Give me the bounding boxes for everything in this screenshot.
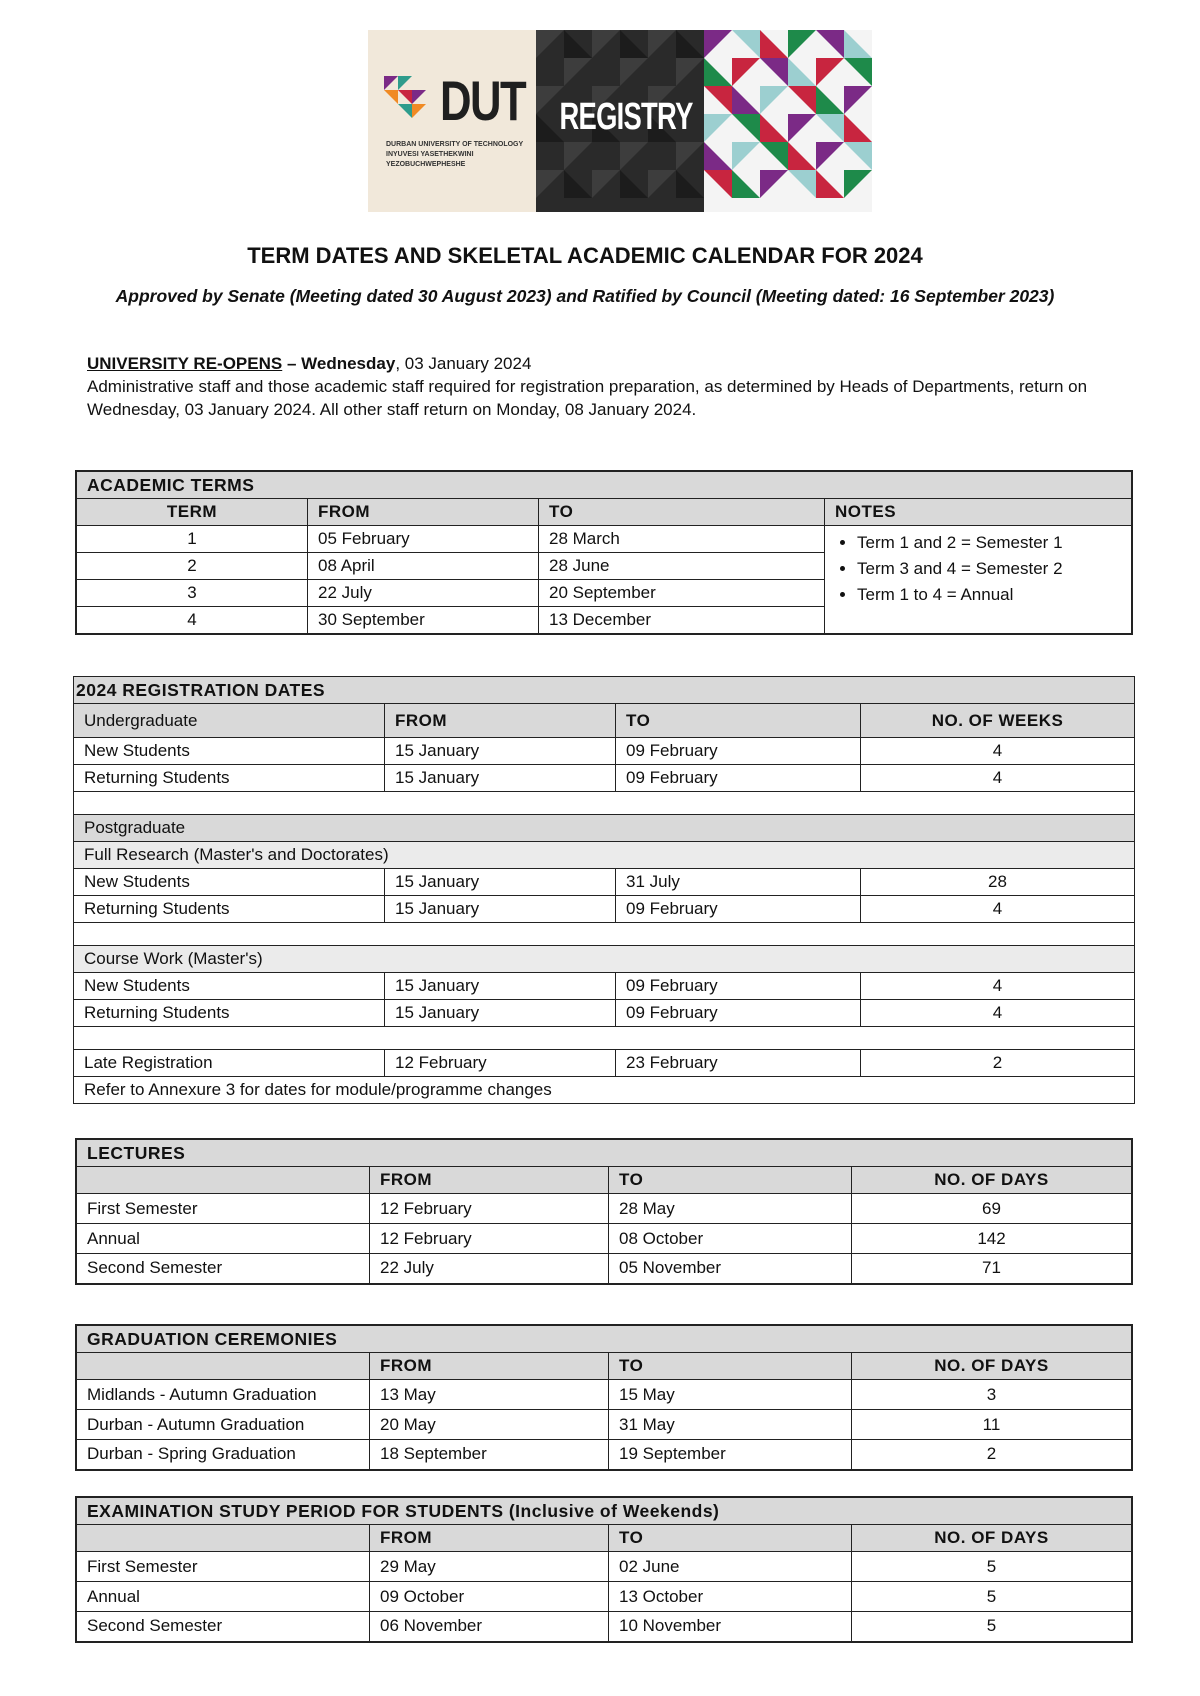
exam-study-table: EXAMINATION STUDY PERIOD FOR STUDENTS (Inclusive of Weekends) FROM TO NO. OF DAYS First Semester 29 May 02 June 5 Annual 09 October 13 October 5 Second Semester 06 November 10 November 5 — [75, 1496, 1133, 1643]
col-undergraduate: Undergraduate — [74, 704, 385, 738]
reopen-day: Wednesday — [301, 354, 396, 373]
col-to: TO — [616, 704, 861, 738]
table-row: New Students 15 January 31 July 28 — [74, 869, 1135, 896]
reopen-section — [87, 352, 1172, 421]
registry-banner — [368, 30, 872, 212]
table-row: Durban - Spring Graduation 18 September 19 September 2 — [76, 1440, 1132, 1470]
pattern-colour-panel — [704, 30, 872, 212]
table-row: Returning Students 15 January 09 February 4 — [74, 765, 1135, 792]
registration-footnote: Refer to Annexure 3 for dates for module/programme changes — [74, 1077, 1135, 1104]
table-row: New Students 15 January 09 February 4 — [74, 738, 1135, 765]
reopen-dash: – — [282, 354, 302, 373]
table-row: First Semester 29 May 02 June 5 — [76, 1552, 1132, 1582]
graduation-title: GRADUATION CEREMONIES — [76, 1325, 1132, 1353]
notes-cell — [825, 526, 1133, 635]
col-from: FROM — [308, 499, 539, 526]
full-research-label: Full Research (Master's and Doctorates) — [74, 842, 1135, 869]
reopen-body: Administrative staff and those academic staff required for registration preparation, as determined by Heads of Departments, return on Wednesday, 03 January 2024. All other staff return on Monday, 08 January 2024. — [87, 377, 1088, 419]
term-from: 22 July — [308, 580, 539, 607]
dut-logo-panel — [368, 30, 536, 212]
postgraduate-label: Postgraduate — [74, 815, 1135, 842]
table-row: Durban - Autumn Graduation 20 May 31 May 11 — [76, 1410, 1132, 1440]
academic-terms-table — [75, 470, 1133, 635]
table-row: Late Registration 12 February 23 February 2 — [74, 1050, 1135, 1077]
graduation-table: GRADUATION CEREMONIES FROM TO NO. OF DAYS Midlands - Autumn Graduation 13 May 15 May 3 Durban - Autumn Graduation 20 May 31 May 11 Durban - Spring Graduation 18 September 19 September 2 — [75, 1324, 1133, 1471]
table-row: First Semester 12 February 28 May 69 — [76, 1194, 1132, 1224]
table-row: Returning Students 15 January 09 February 4 — [74, 896, 1135, 923]
table-row: Returning Students 15 January 09 February 4 — [74, 1000, 1135, 1027]
lectures-title: LECTURES — [76, 1139, 1132, 1167]
term-to: 13 December — [539, 607, 825, 635]
term-to: 28 June — [539, 553, 825, 580]
term-to: 28 March — [539, 526, 825, 553]
dut-logo-icon — [384, 76, 438, 126]
pattern-colour-icon — [704, 30, 872, 212]
page-title: TERM DATES AND SKELETAL ACADEMIC CALENDAR FOR 2024 — [247, 243, 923, 268]
term-number: 3 — [76, 580, 308, 607]
term-from: 05 February — [308, 526, 539, 553]
term-from: 30 September — [308, 607, 539, 635]
dut-logo-text: DUT — [440, 69, 526, 132]
table-row — [76, 526, 1132, 553]
registry-panel — [536, 30, 704, 212]
registration-table — [73, 676, 1135, 1104]
registration-title: 2024 REGISTRATION DATES — [74, 677, 1135, 704]
col-weeks: NO. OF WEEKS — [861, 704, 1135, 738]
approval-note: Approved by Senate (Meeting dated 30 August 2023) and Ratified by Council (Meeting dated: 16 September 2023) — [115, 286, 1055, 306]
exam-study-title: EXAMINATION STUDY PERIOD FOR STUDENTS (Inclusive of Weekends) — [76, 1497, 1132, 1525]
lectures-table: LECTURES FROM TO NO. OF DAYS First Semester 12 February 28 May 69 Annual 12 February 08 October 142 Second Semester 22 July 05 November 71 — [75, 1138, 1133, 1285]
table-row: Annual 12 February 08 October 142 — [76, 1224, 1132, 1254]
list-item: • Term 3 and 4 = Semester 2 — [857, 556, 1121, 582]
term-number: 1 — [76, 526, 308, 553]
col-notes: NOTES — [825, 499, 1133, 526]
course-work-label: Course Work (Master's) — [74, 946, 1135, 973]
dut-logo-subtitle: DURBAN UNIVERSITY OF TECHNOLOGY INYUVESI YASETHEKWINI YEZOBUCHWEPHESHE — [386, 141, 524, 168]
term-number: 2 — [76, 553, 308, 580]
term-number: 4 — [76, 607, 308, 635]
reopen-date: , 03 January 2024 — [395, 354, 532, 373]
table-row: Second Semester 06 November 10 November 5 — [76, 1612, 1132, 1642]
list-item: • Term 1 to 4 = Annual — [857, 582, 1121, 608]
table-row: Midlands - Autumn Graduation 13 May 15 May 3 — [76, 1380, 1132, 1410]
table-row: New Students 15 January 09 February 4 — [74, 973, 1135, 1000]
academic-terms-title: ACADEMIC TERMS — [76, 471, 1132, 499]
col-from: FROM — [385, 704, 616, 738]
registry-label: REGISTRY — [559, 96, 693, 138]
reopen-heading: UNIVERSITY RE-OPENS — [87, 354, 283, 373]
term-to: 20 September — [539, 580, 825, 607]
table-row: Second Semester 22 July 05 November 71 — [76, 1254, 1132, 1284]
col-to: TO — [539, 499, 825, 526]
list-item: • Term 1 and 2 = Semester 1 — [857, 530, 1121, 556]
table-row: Annual 09 October 13 October 5 — [76, 1582, 1132, 1612]
notes-list — [835, 530, 1121, 608]
term-from: 08 April — [308, 553, 539, 580]
col-term: TERM — [76, 499, 308, 526]
